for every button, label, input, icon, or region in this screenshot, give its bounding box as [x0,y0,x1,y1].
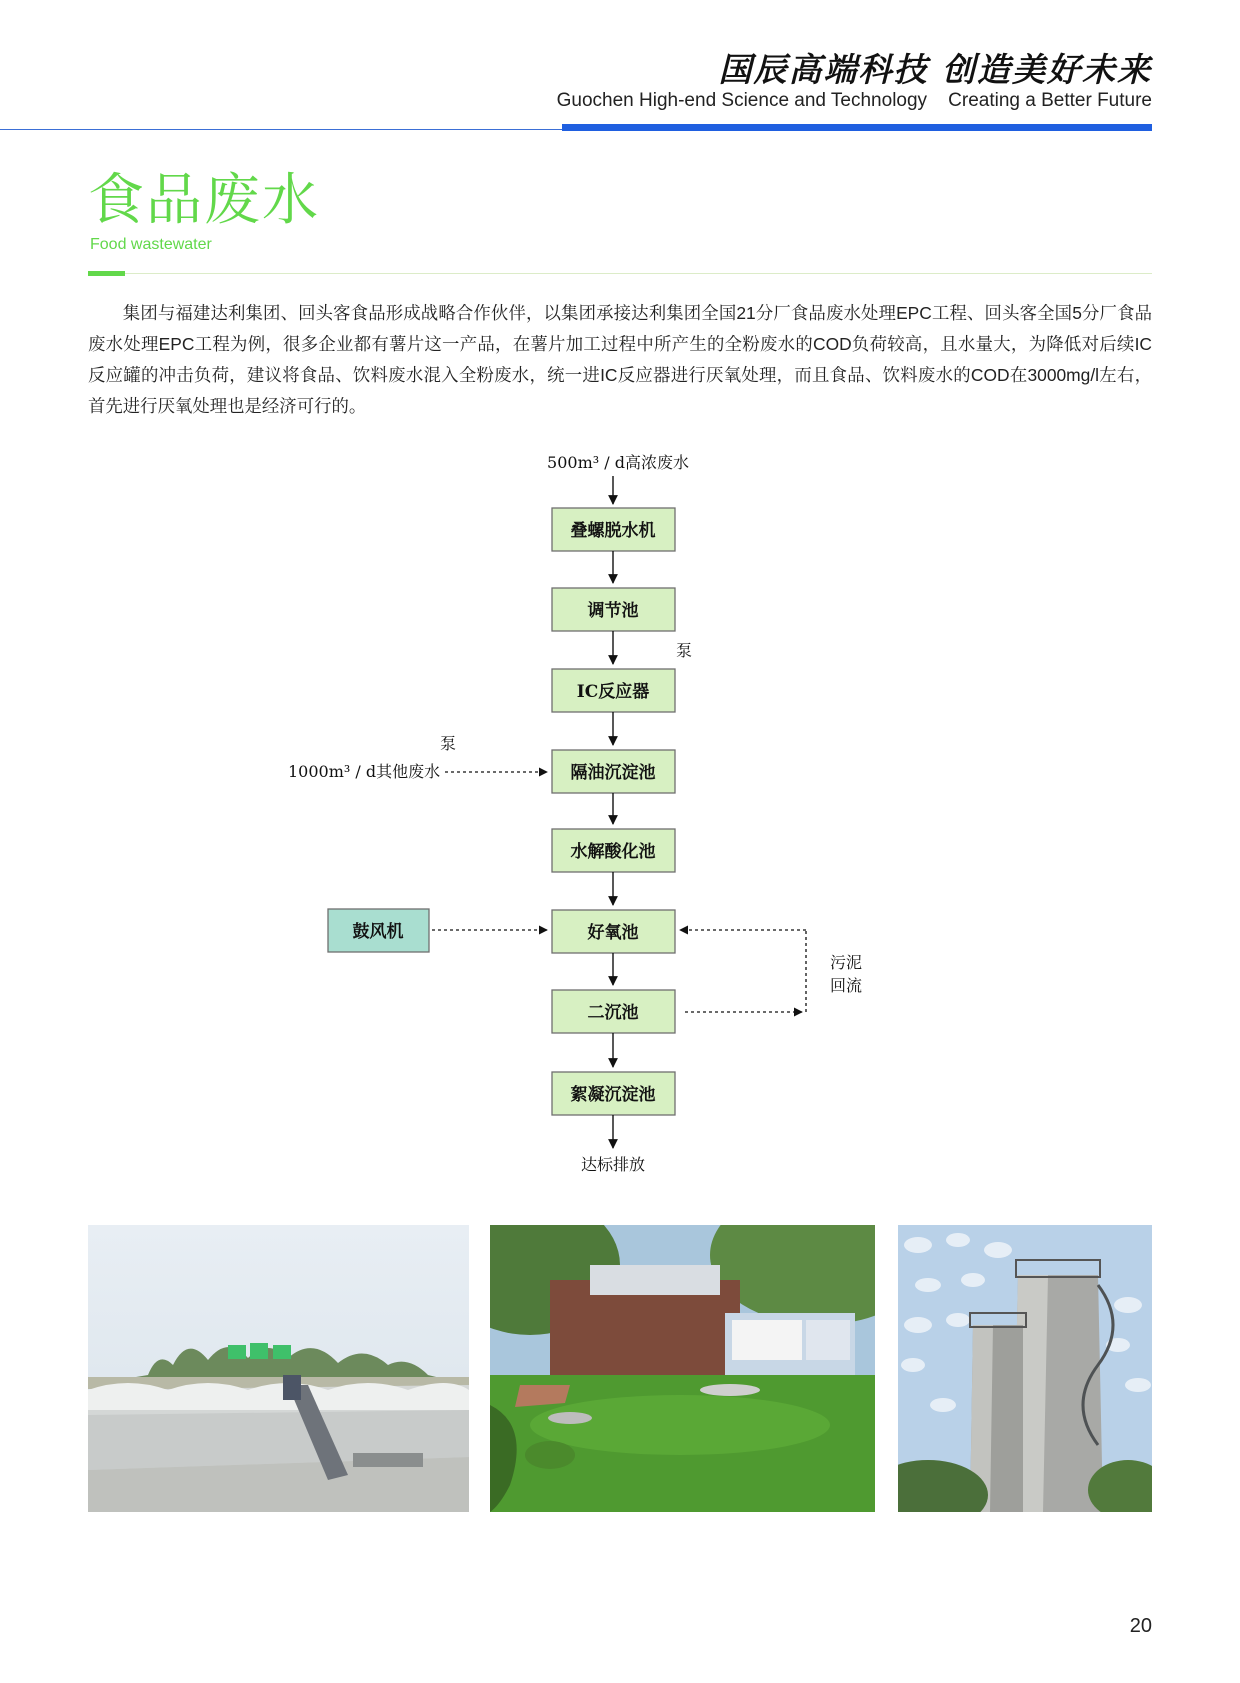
input-top-label: 500m³ / d高浓废水 [547,453,689,472]
page-number: 20 [1129,1615,1152,1637]
flow-node-label: 调节池 [587,601,639,621]
flow-node-label: 水解酸化池 [570,842,656,862]
slogan-en: Guochen High-end Science and Technology Creating a Better Future [556,90,1152,111]
page-subtitle: Food wastewater [90,236,212,253]
slogan-cn: 国辰高端科技 创造美好未来 [718,50,1152,89]
flow-node-label: 隔油沉淀池 [570,763,656,783]
title-divider [88,273,1152,274]
flow-node-label: IC反应器 [576,682,650,702]
process-flow-diagram [0,440,1240,1190]
page-title: 食品废水 [88,168,320,231]
header-accent-bar [562,124,1152,131]
ic-reactor-towers-photo [898,1225,1152,1512]
flow-node-label: 二沉池 [587,1003,639,1023]
flow-node-label: 好氧池 [587,923,639,943]
side-input-label: 1000m³ / d其他废水 [288,762,441,781]
flow-node-label: 叠螺脱水机 [570,521,656,541]
sedimentation-tank-photo [88,1225,469,1512]
pump-label: 泵 [676,641,693,660]
blower-label: 鼓风机 [352,922,404,942]
pump-label: 泵 [440,734,457,753]
plant-building-photo [490,1225,875,1512]
sludge-return-label: 回流 [830,976,863,995]
sludge-return-label: 污泥 [830,953,863,972]
output-label: 达标排放 [580,1155,646,1174]
title-accent-mark [88,271,125,276]
flow-node-label: 絮凝沉淀池 [570,1085,656,1105]
intro-paragraph: 集团与福建达利集团、回头客食品形成战略合作伙伴，以集团承接达利集团全国21分厂食品废水处理EPC工程、回头客全国5分厂食品废水处理EPC工程为例，很多企业都有薯片这一产品，在薯片加工过程中所产生的全粉废水的COD负荷较高，且水量大，为降低对后续IC反应罐的冲击负荷，建议将食品、饮料废水混入全粉废水，统一进IC反应器进行厌氧处理，而且食品、饮料废水的COD在3000mg/l左右，首先进行厌氧处理也是经济可行的。 [88,303,1152,416]
